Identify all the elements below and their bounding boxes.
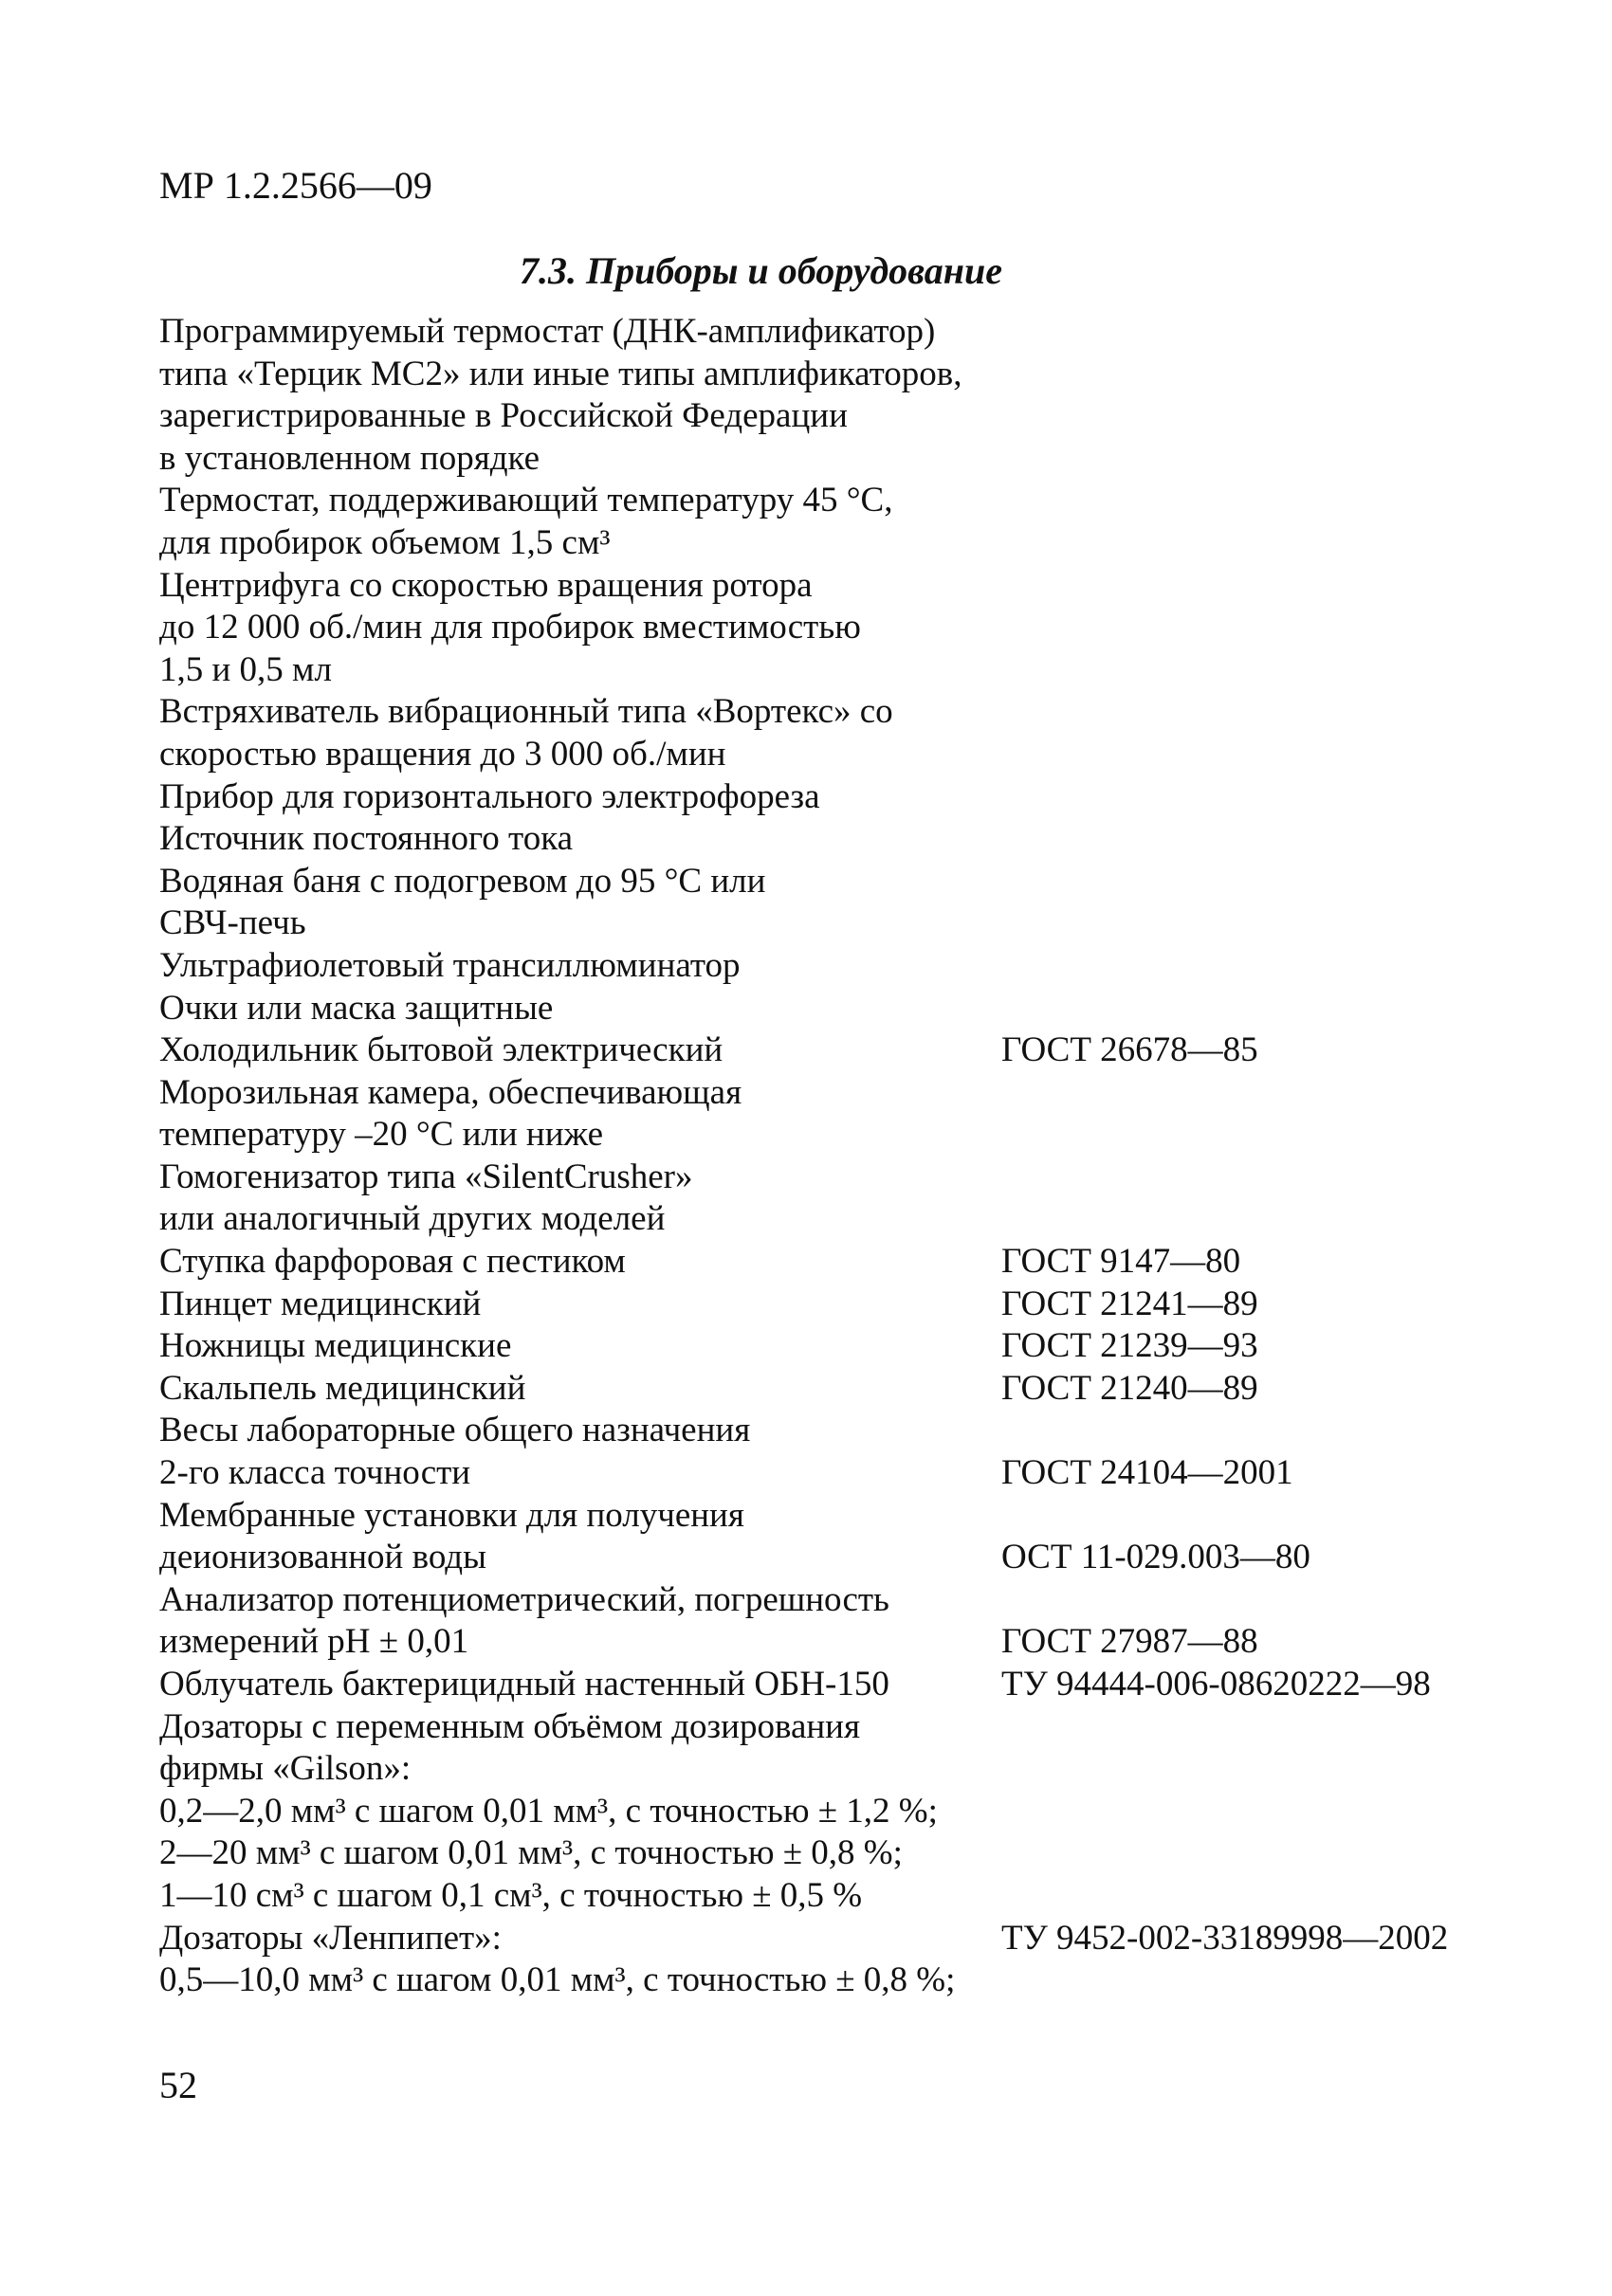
equipment-text: 0,5—10,0 мм³ с шагом 0,01 мм³, с точностью ± 0,8 %;: [159, 1960, 956, 2000]
equipment-text: Центрифуга со скоростью вращения ротора: [159, 565, 813, 605]
equipment-text: СВЧ-печь: [159, 903, 306, 943]
standard-reference: ГОСТ 26678—85: [1001, 1030, 1258, 1070]
standard-reference: ГОСТ 24104—2001: [1001, 1453, 1293, 1493]
equipment-row: [159, 565, 1487, 608]
equipment-text: Прибор для горизонтального электрофореза: [159, 776, 820, 816]
equipment-row: [159, 395, 1487, 438]
equipment-text: до 12 000 об./мин для пробирок вместимостью: [159, 608, 861, 647]
equipment-text: Скальпель медицинский: [159, 1368, 526, 1408]
standard-reference: ГОСТ 21239—93: [1001, 1326, 1258, 1366]
equipment-row: [159, 1832, 1487, 1875]
equipment-row: [159, 1157, 1487, 1199]
equipment-text: Холодильник бытовой электрический: [159, 1030, 724, 1070]
equipment-row: [159, 1114, 1487, 1157]
equipment-text: 1,5 и 0,5 мл: [159, 649, 332, 689]
equipment-row: [159, 438, 1487, 481]
standard-reference: ГОСТ 21241—89: [1001, 1284, 1258, 1323]
equipment-row: [159, 1325, 1487, 1368]
equipment-row: [159, 1706, 1487, 1749]
equipment-text: Дозаторы «Ленпипет»:: [159, 1918, 502, 1958]
standard-reference: ТУ 94444-006-08620222—98: [1001, 1665, 1431, 1704]
equipment-text: типа «Терцик МС2» или иные типы амплификаторов,: [159, 354, 962, 393]
standard-reference: ТУ 9452-002-33189998—2002: [1001, 1918, 1449, 1958]
equipment-row: [159, 522, 1487, 565]
equipment-text: для пробирок объемом 1,5 см³: [159, 522, 611, 562]
equipment-row: [159, 945, 1487, 988]
equipment-text: фирмы «Gilson»:: [159, 1749, 412, 1789]
equipment-text: Весы лабораторные общего назначения: [159, 1411, 751, 1450]
equipment-row: [159, 902, 1487, 945]
equipment-row: [159, 1791, 1487, 1833]
equipment-row: [159, 1875, 1487, 1918]
equipment-text: температуру –20 °С или ниже: [159, 1115, 604, 1155]
equipment-text: Гомогенизатор типа «SilentCrusher»: [159, 1157, 693, 1196]
section-title: 7.3. Приборы и оборудование: [520, 249, 1002, 292]
equipment-row: [159, 988, 1487, 1030]
equipment-row: [159, 1284, 1487, 1326]
equipment-text: Источник постоянного тока: [159, 819, 574, 859]
standard-reference: ГОСТ 27987—88: [1001, 1622, 1258, 1662]
equipment-text: Ступка фарфоровая с пестиком: [159, 1242, 626, 1282]
equipment-text: в установленном порядке: [159, 438, 540, 478]
equipment-row: [159, 1918, 1487, 1960]
equipment-text: деионизованной воды: [159, 1538, 486, 1577]
equipment-list: [159, 311, 1487, 2002]
equipment-row: [159, 1579, 1487, 1622]
equipment-row: [159, 607, 1487, 649]
equipment-row: [159, 1241, 1487, 1284]
equipment-text: зарегистрированные в Российской Федерации: [159, 396, 848, 436]
standard-reference: ГОСТ 21240—89: [1001, 1368, 1258, 1408]
equipment-text: Анализатор потенциометрический, погрешность: [159, 1579, 889, 1619]
page-number: 52: [159, 2064, 197, 2106]
equipment-row: [159, 311, 1487, 354]
equipment-row: [159, 734, 1487, 776]
standard-reference: ОСТ 11-029.003—80: [1001, 1538, 1310, 1577]
equipment-row: [159, 1664, 1487, 1706]
equipment-row: [159, 861, 1487, 903]
equipment-text: измерений pH ± 0,01: [159, 1622, 469, 1662]
equipment-row: [159, 691, 1487, 734]
equipment-text: или аналогичный других моделей: [159, 1199, 666, 1239]
equipment-row: [159, 480, 1487, 522]
equipment-text: Дозаторы с переменным объёмом дозирования: [159, 1706, 860, 1746]
equipment-text: Мембранные установки для получения: [159, 1495, 744, 1535]
equipment-text: 2-го класса точности: [159, 1453, 471, 1493]
equipment-row: [159, 1495, 1487, 1538]
equipment-text: 0,2—2,0 мм³ с шагом 0,01 мм³, с точностью ± 1,2 %;: [159, 1791, 938, 1831]
equipment-row: [159, 1621, 1487, 1664]
equipment-text: Встряхиватель вибрационный типа «Вортекс» со: [159, 692, 893, 732]
equipment-text: Программируемый термостат (ДНК-амплификатор): [159, 312, 936, 351]
equipment-row: [159, 1072, 1487, 1115]
equipment-text: Морозильная камера, обеспечивающая: [159, 1072, 742, 1112]
equipment-text: Очки или маска защитные: [159, 988, 554, 1028]
equipment-row: [159, 1368, 1487, 1411]
equipment-text: Ножницы медицинские: [159, 1326, 512, 1366]
standard-reference: ГОСТ 9147—80: [1001, 1242, 1241, 1282]
equipment-row: [159, 1030, 1487, 1072]
equipment-text: Ультрафиолетовый трансиллюминатор: [159, 945, 741, 985]
equipment-row: [159, 1748, 1487, 1791]
equipment-row: [159, 1452, 1487, 1495]
equipment-text: 2—20 мм³ с шагом 0,01 мм³, с точностью ± 0,8 %;: [159, 1833, 903, 1873]
equipment-row: [159, 1959, 1487, 2002]
equipment-row: [159, 776, 1487, 819]
equipment-row: [159, 1537, 1487, 1579]
equipment-row: [159, 354, 1487, 396]
equipment-text: Пинцет медицинский: [159, 1284, 482, 1323]
equipment-text: скоростью вращения до 3 000 об./мин: [159, 734, 726, 774]
equipment-text: Водяная баня с подогревом до 95 °С или: [159, 861, 766, 901]
equipment-row: [159, 1410, 1487, 1452]
equipment-text: Облучатель бактерицидный настенный ОБН-150: [159, 1665, 889, 1704]
equipment-row: [159, 649, 1487, 692]
document-code: МР 1.2.2566—09: [159, 164, 432, 207]
equipment-text: Термостат, поддерживающий температуру 45 °С,: [159, 481, 893, 520]
equipment-row: [159, 1198, 1487, 1241]
equipment-text: 1—10 см³ с шагом 0,1 см³, с точностью ± 0,5 %: [159, 1875, 863, 1915]
equipment-row: [159, 818, 1487, 861]
